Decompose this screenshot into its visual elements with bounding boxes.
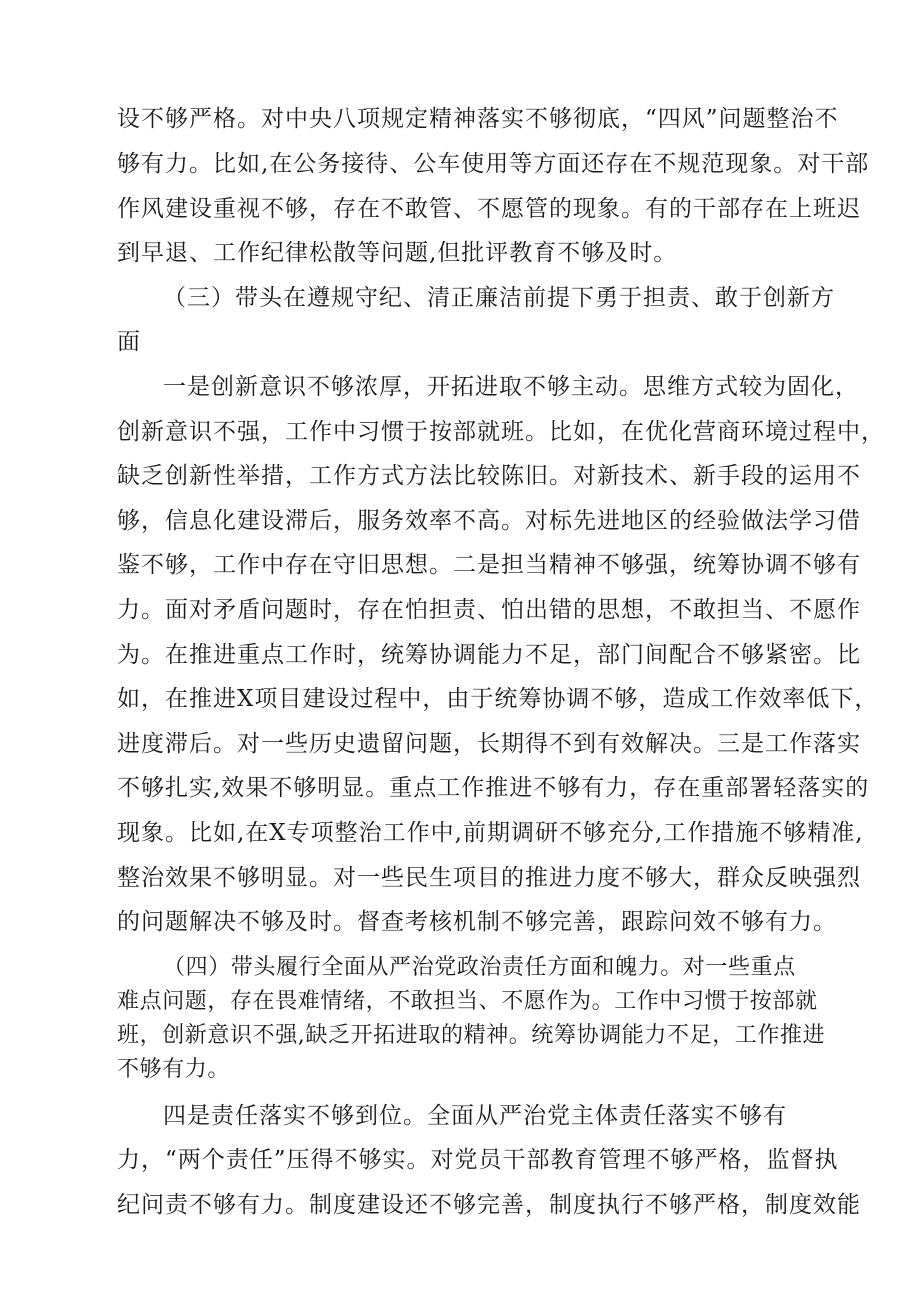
section-heading-3: （三）带头在遵规守纪、清正廉洁前提下勇于担责、敢于创新方 (163, 285, 835, 311)
text-line: 鉴不够，工作中存在守旧思想。二是担当精神不够强，统筹协调不够有 (117, 552, 861, 578)
text-line: 难点问题，存在畏难情绪，不敢担当、不愿作为。工作中习惯于按部就 (117, 989, 818, 1014)
text-line: 力，“两个责任”压得不够实。对党员干部教育管理不够严格，监督执 (117, 1147, 839, 1173)
text-line: 进度滞后。对一些历史遗留问题，长期得不到有效解决。三是工作落实 (117, 731, 861, 757)
text-line: 缺乏创新性举措，工作方式方法比较陈旧。对新技术、新手段的运用不 (117, 463, 861, 489)
text-line: 的问题解决不够及时。督查考核机制不够完善，跟踪问效不够有力。 (117, 909, 837, 935)
text-line: 如，在推进X项目建设过程中，由于统筹协调不够，造成工作效率低下， (117, 686, 879, 712)
text-line: 四是责任落实不够到位。全面从严治党主体责任落实不够有 (163, 1103, 787, 1129)
text-line: 一是创新意识不够浓厚，开拓进取不够主动。思维方式较为固化， (163, 374, 859, 400)
text-line: 整治效果不够明显。对一些民生项目的推进力度不够大，群众反映强烈 (117, 865, 861, 891)
text-line: 力。面对矛盾问题时，存在怕担责、怕出错的思想，不敢担当、不愿作 (117, 597, 861, 623)
text-line: 创新意识不强，工作中习惯于按部就班。比如，在优化营商环境过程中， (117, 419, 885, 445)
text-line: 为。在推进重点工作时，统筹协调能力不足，部门间配合不够紧密。比 (117, 642, 861, 668)
text-line: 不够扎实,效果不够明显。重点工作推进不够有力，存在重部署轻落实的 (117, 775, 870, 801)
text-line: 到早退、工作纪律松散等问题,但批评教育不够及时。 (117, 240, 678, 266)
text-line: 现象。比如,在X专项整治工作中,前期调研不够充分,工作措施不够精准, (117, 820, 864, 846)
text-line: 班，创新意识不强,缺乏开拓进取的精神。统筹协调能力不足，工作推进 (117, 1023, 826, 1048)
section-heading-3-continued: 面 (117, 329, 141, 355)
text-line: 纪问责不够有力。制度建设还不够完善，制度执行不够严格，制度效能 (117, 1192, 861, 1218)
text-line: 作风建设重视不够，存在不敢管、不愿管的现象。有的干部存在上班迟 (117, 196, 861, 222)
text-line: 设不够严格。对中央八项规定精神落实不够彻底，“四风”问题整治不 (117, 106, 839, 132)
text-line: 够有力。比如,在公务接待、公车使用等方面还存在不规范现象。对干部 (117, 151, 870, 177)
section-heading-4: （四）带头履行全面从严治党政治责任方面和魄力。对一些重点 (163, 955, 796, 980)
text-line: 不够有力。 (117, 1057, 231, 1082)
text-line: 够，信息化建设滞后，服务效率不高。对标先进地区的经验做法学习借 (117, 508, 861, 534)
